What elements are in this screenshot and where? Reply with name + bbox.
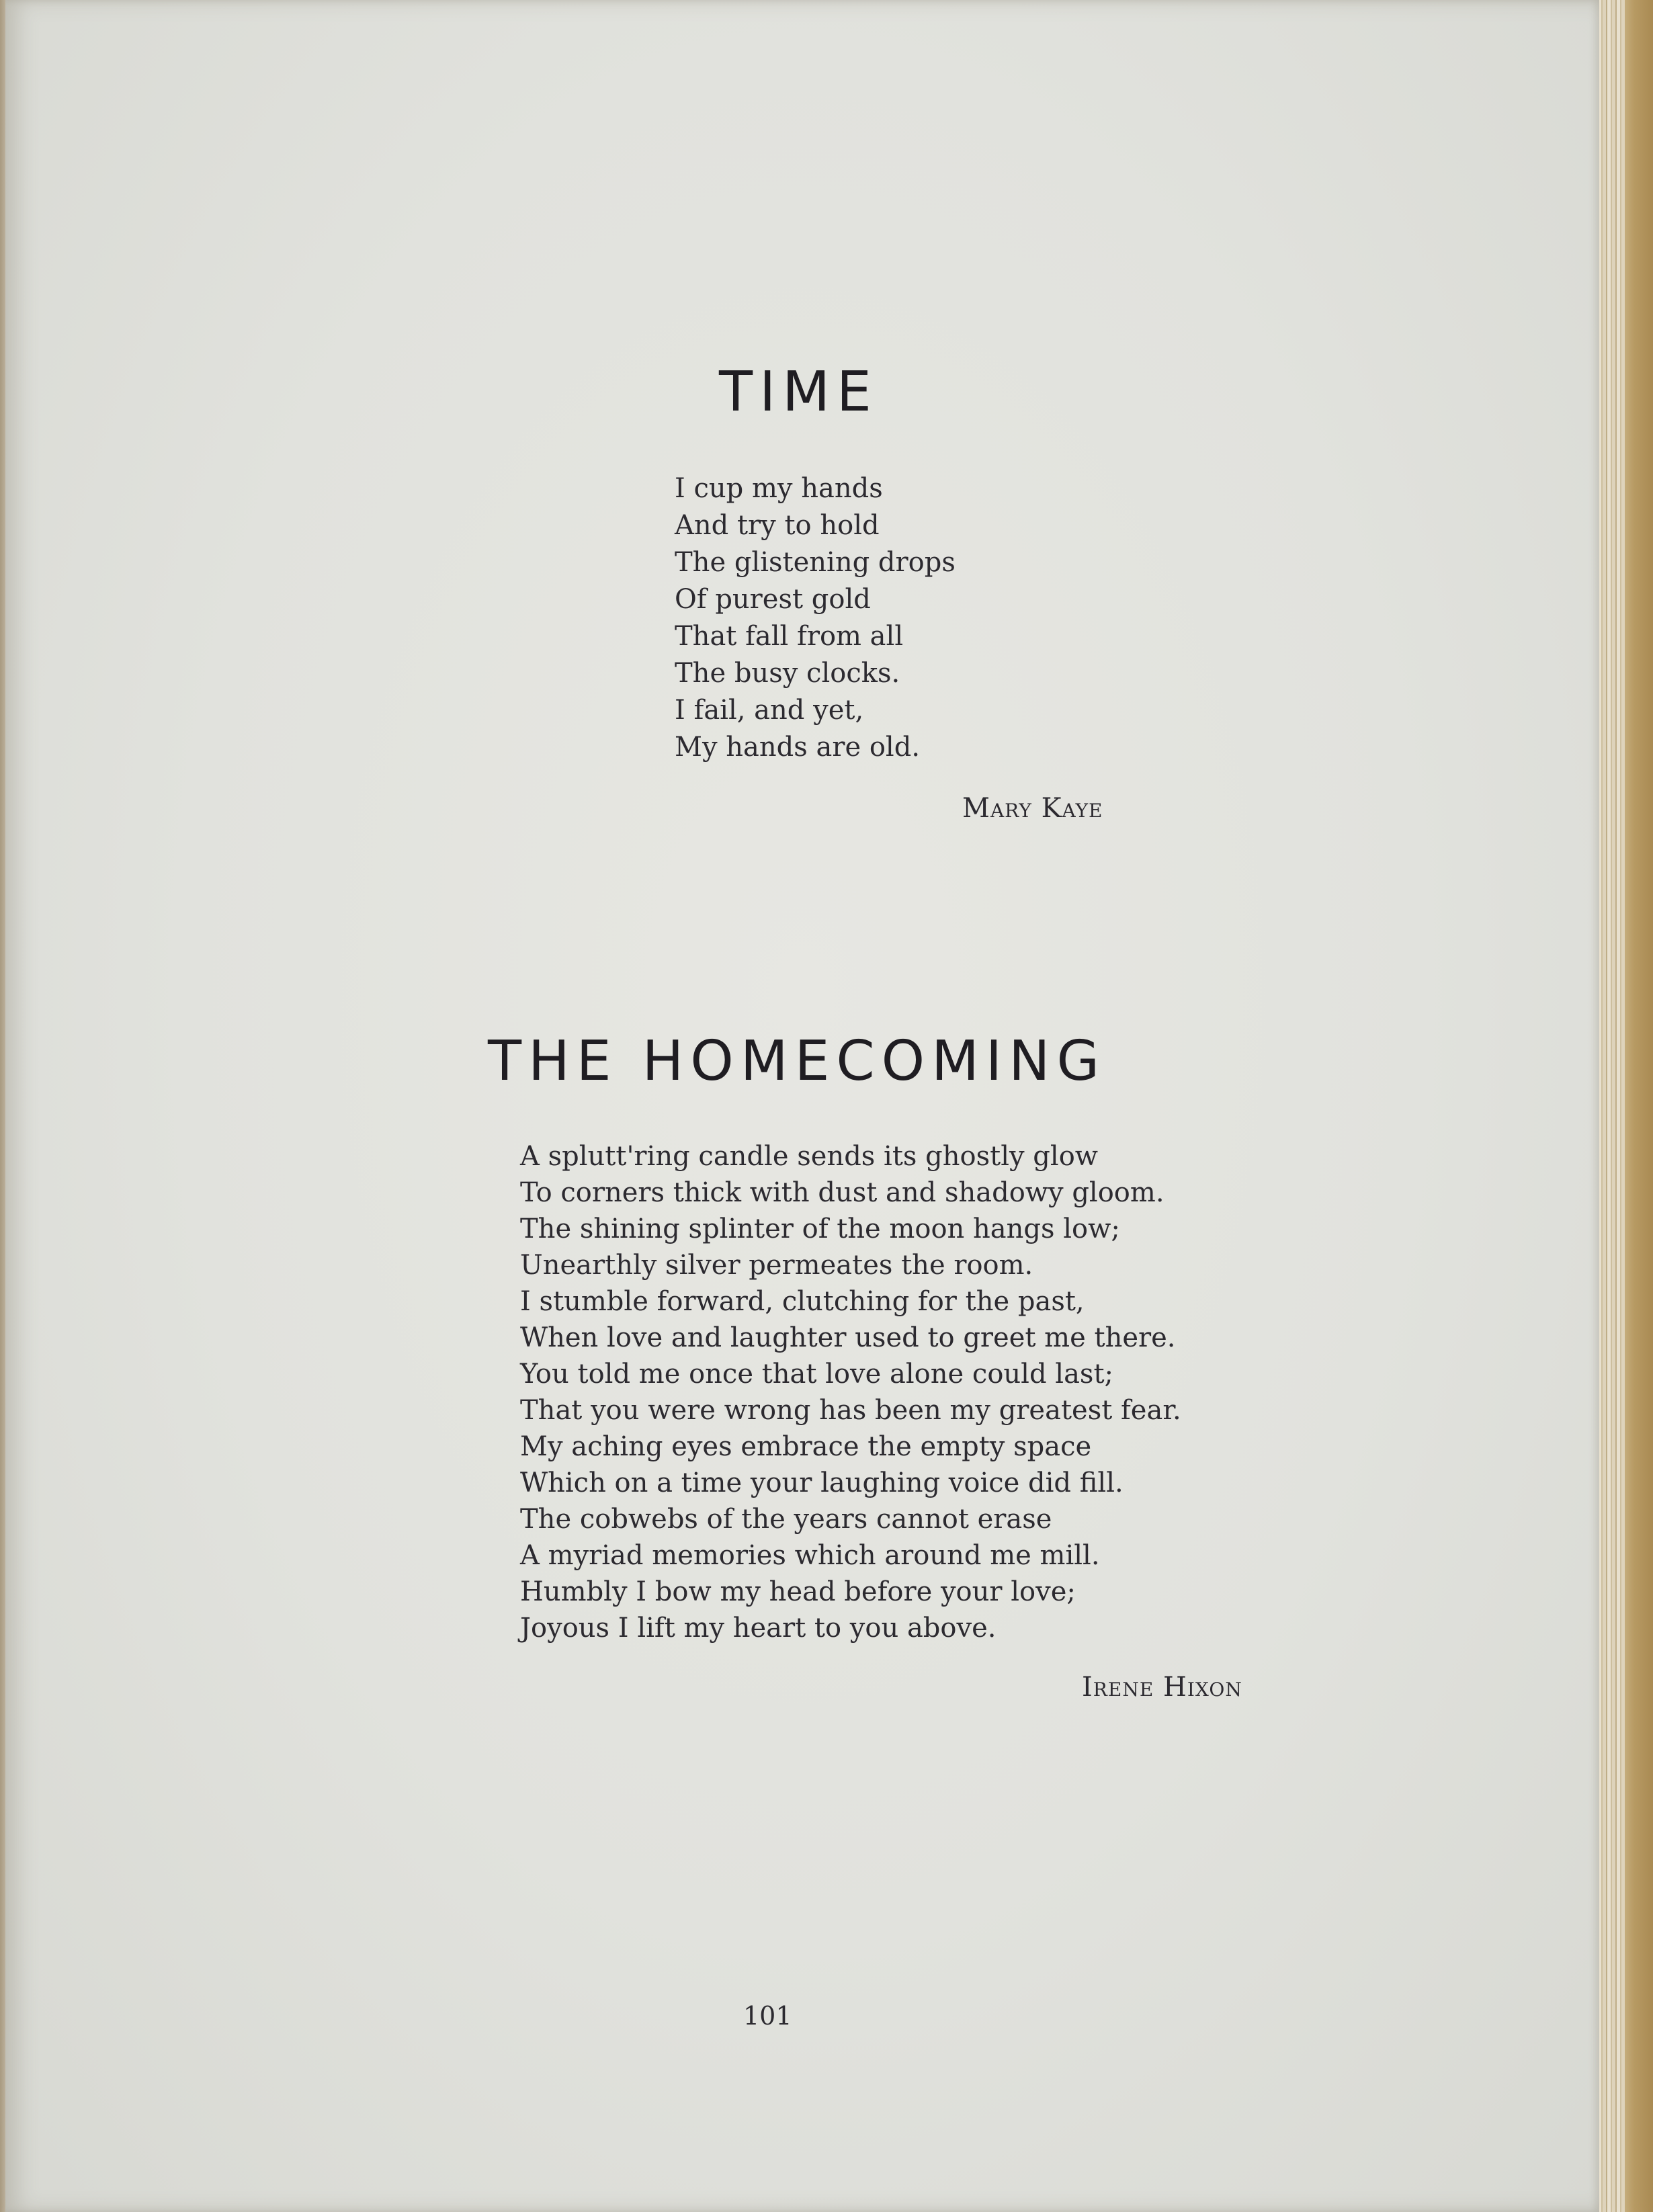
poem-line: Unearthly silver permeates the room. xyxy=(520,1250,1033,1281)
poem-line: And try to hold xyxy=(675,510,880,541)
poem-line: You told me once that love alone could last; xyxy=(520,1359,1113,1390)
poem-line: Of purest gold xyxy=(675,584,871,615)
poem-line: My hands are old. xyxy=(675,732,921,763)
poem-author-time: Mary Kaye xyxy=(962,793,1103,824)
poem-line: I cup my hands xyxy=(675,473,883,504)
book-cover-edge xyxy=(1625,0,1653,2212)
poem-line: Humbly I bow my head before your love; xyxy=(520,1576,1076,1607)
poem-line: The busy clocks. xyxy=(675,658,900,689)
page-number: 101 xyxy=(743,2001,792,2031)
poem-line: I fail, and yet, xyxy=(675,695,864,726)
poem-line: My aching eyes embrace the empty space xyxy=(520,1431,1092,1462)
poem-line: The glistening drops xyxy=(675,547,956,578)
poem-title-time: TIME xyxy=(719,360,878,424)
poem-line: When love and laughter used to greet me there. xyxy=(520,1322,1176,1353)
poem-line: That you were wrong has been my greatest fear. xyxy=(520,1395,1181,1426)
poem-line: The shining splinter of the moon hangs low; xyxy=(520,1214,1120,1244)
poem-line: A myriad memories which around me mill. xyxy=(520,1540,1100,1571)
poem-body-time xyxy=(675,470,956,766)
poem-body-homecoming xyxy=(520,1138,1181,1646)
poem-title-homecoming: THE HOMECOMING xyxy=(488,1029,1107,1093)
poem-line: I stumble forward, clutching for the past, xyxy=(520,1286,1085,1317)
poem-author-homecoming: Irene Hixon xyxy=(1082,1672,1242,1703)
poem-line: Joyous I lift my heart to you above. xyxy=(520,1613,997,1644)
poem-line: The cobwebs of the years cannot erase xyxy=(520,1504,1052,1535)
poem-line: That fall from all xyxy=(675,621,904,652)
poem-line: To corners thick with dust and shadowy gloom. xyxy=(520,1177,1164,1208)
poem-line: Which on a time your laughing voice did fill. xyxy=(520,1467,1124,1498)
book-page xyxy=(5,0,1599,2212)
poem-line: A splutt'ring candle sends its ghostly glow xyxy=(520,1141,1099,1172)
